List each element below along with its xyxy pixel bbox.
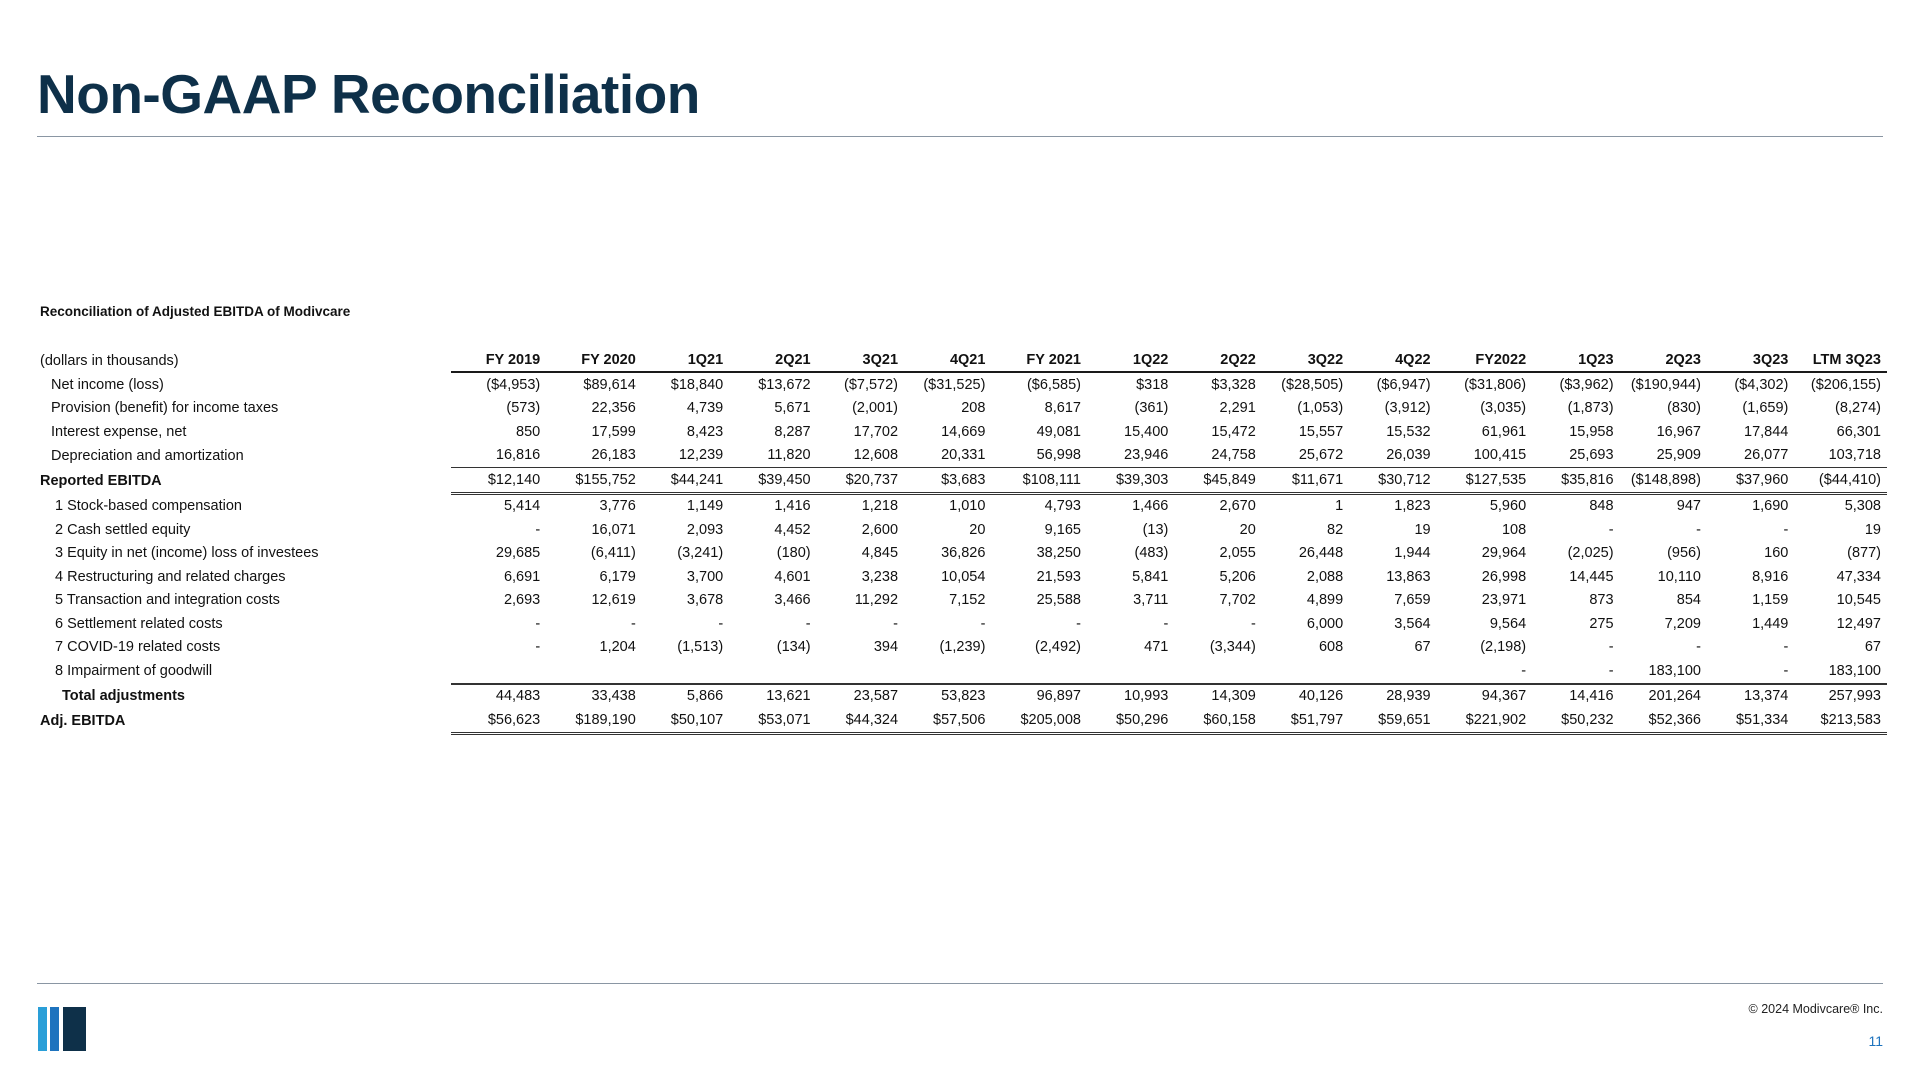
table-cell: 13,621 [729, 684, 816, 709]
table-cell: 4,601 [774, 568, 811, 585]
table-cell: 26,998 [1481, 568, 1527, 585]
table-cell: 7,702 [1219, 592, 1256, 609]
table-cell: ($206,155) [1810, 376, 1881, 393]
table-cell: 29,685 [495, 545, 541, 562]
table-cell: 8,617 [1044, 400, 1081, 417]
table-cell: $51,797 [1262, 708, 1349, 735]
table-cell: 36,826 [941, 545, 986, 562]
table-cell: $189,190 [546, 708, 642, 735]
table-cell: 67 [1864, 639, 1881, 656]
logo-bar [38, 1007, 47, 1051]
table-cell: 1,416 [774, 498, 811, 515]
title-divider [37, 136, 1883, 137]
table-cell: $53,071 [729, 708, 816, 735]
row-label: 2 Cash settled equity [55, 521, 191, 538]
column-header: 1Q21 [642, 349, 729, 373]
table-cell: 8,423 [686, 423, 724, 440]
row-label: Depreciation and amortization [51, 447, 244, 464]
table-cell: 1,204 [599, 639, 636, 656]
table-cell: (6,411) [590, 545, 636, 562]
table-cell: 1,218 [861, 498, 899, 515]
table-cell: 2,088 [1306, 568, 1344, 585]
table-cell: 3,700 [686, 568, 724, 585]
table-cell: 3,564 [1394, 615, 1431, 632]
table-cell: 2,291 [1219, 400, 1256, 417]
table-cell [729, 659, 816, 684]
table-cell [817, 659, 904, 684]
table-cell: 1,944 [1394, 545, 1431, 562]
table-cell: $127,535 [1437, 468, 1533, 495]
table-cell: $205,008 [991, 708, 1087, 735]
table-cell [1349, 659, 1436, 684]
table-row [37, 684, 1887, 709]
table-cell: 26,039 [1349, 444, 1436, 469]
table-cell: 947 [1676, 498, 1701, 515]
table-cell: 183,100 [1620, 659, 1707, 684]
table-cell: $12,140 [451, 468, 547, 495]
column-header: FY 2019 [451, 349, 547, 373]
table-cell: $39,450 [729, 468, 816, 495]
table-cell: - [1250, 615, 1256, 632]
column-header: 2Q23 [1620, 349, 1707, 373]
table-cell: (8,274) [1835, 400, 1881, 417]
table-cell: $213,583 [1794, 708, 1887, 735]
table-cell: 4,899 [1306, 592, 1344, 609]
table-cell: $3,683 [904, 468, 991, 495]
table-cell: 16,071 [591, 521, 636, 538]
table-cell: 9,564 [1489, 615, 1527, 632]
table-cell: $45,849 [1174, 468, 1261, 495]
table-cell: 6,691 [503, 568, 541, 585]
table-cell: 1,149 [686, 498, 724, 515]
table-cell: 471 [1144, 639, 1169, 656]
table-cell: ($6,947) [1376, 376, 1431, 393]
table-cell: 848 [1589, 498, 1614, 515]
table-cell: 66,301 [1836, 423, 1881, 440]
table-cell: - [1696, 521, 1701, 538]
table-cell: 12,608 [817, 444, 904, 469]
table-cell: - [1163, 615, 1169, 632]
table-cell: 14,445 [1569, 568, 1614, 585]
table-cell: ($31,806) [1464, 376, 1527, 393]
table-cell: 2,600 [861, 521, 899, 538]
table-cell: (180) [776, 545, 811, 562]
table-cell: 22,356 [591, 400, 636, 417]
table-cell: (3,035) [1480, 400, 1527, 417]
table-cell: - [1437, 659, 1533, 684]
table-cell: $59,651 [1349, 708, 1436, 735]
table-row [37, 659, 1887, 684]
table-cell: 3,776 [599, 498, 636, 515]
row-label: 4 Restructuring and related charges [55, 568, 286, 585]
table-cell: 13,374 [1707, 684, 1794, 709]
table-cell: 24,758 [1174, 444, 1261, 469]
table-cell: 208 [961, 400, 986, 417]
table-cell: 201,264 [1620, 684, 1707, 709]
table-cell: $13,672 [758, 376, 811, 393]
table-cell: 1,449 [1752, 615, 1789, 632]
column-header: FY 2020 [546, 349, 642, 373]
row-label: 3 Equity in net (income) loss of investees [55, 545, 319, 562]
table-cell: 12,619 [591, 592, 636, 609]
table-row [37, 612, 1887, 636]
table-cell: 25,909 [1620, 444, 1707, 469]
table-cell: (1,053) [1297, 400, 1344, 417]
table-cell: 103,718 [1794, 444, 1887, 469]
table-cell: 5,414 [503, 498, 541, 515]
table-cell [546, 659, 642, 684]
table-row [37, 636, 1887, 660]
table-cell: ($44,410) [1794, 468, 1887, 495]
table-cell: (361) [1134, 400, 1169, 417]
row-label: 6 Settlement related costs [55, 615, 223, 632]
table-cell: 23,971 [1481, 592, 1527, 609]
table-row [37, 518, 1887, 542]
column-header: FY2022 [1437, 349, 1533, 373]
table-cell: - [630, 615, 636, 632]
table-cell: 5,206 [1219, 568, 1256, 585]
modivcare-logo [38, 1007, 86, 1051]
table-cell: 5,866 [642, 684, 729, 709]
table-cell: 8,287 [774, 423, 811, 440]
table-cell: 14,416 [1532, 684, 1619, 709]
table-cell: 96,897 [991, 684, 1087, 709]
table-cell: $51,334 [1707, 708, 1794, 735]
table-cell: 7,152 [949, 592, 986, 609]
table-cell: 25,672 [1262, 444, 1349, 469]
row-label: Adj. EBITDA [40, 713, 126, 730]
table-row [37, 708, 1887, 735]
table-cell: 4,739 [686, 400, 724, 417]
row-label: Provision (benefit) for income taxes [51, 400, 279, 417]
table-cell: ($4,953) [486, 376, 541, 393]
table-cell: 44,483 [451, 684, 547, 709]
table-cell: 14,309 [1174, 684, 1261, 709]
table-cell: $108,111 [991, 468, 1087, 495]
table-cell: ($7,572) [844, 376, 899, 393]
table-cell: $39,303 [1087, 468, 1174, 495]
table-cell: ($190,944) [1630, 376, 1701, 393]
table-cell: ($6,585) [1026, 376, 1081, 393]
table-cell: $44,241 [642, 468, 729, 495]
table-cell: 47,334 [1836, 568, 1881, 585]
table-cell: ($28,505) [1281, 376, 1344, 393]
table-cell: $50,296 [1087, 708, 1174, 735]
table-cell: $89,614 [583, 376, 636, 393]
table-cell: 108 [1501, 521, 1527, 538]
table-cell: 15,958 [1569, 423, 1614, 440]
column-header: LTM 3Q23 [1794, 349, 1887, 373]
table-cell: - [535, 521, 541, 538]
column-header: 2Q21 [729, 349, 816, 373]
table-cell: 15,557 [1298, 423, 1344, 440]
table-cell: $37,960 [1707, 468, 1794, 495]
table-cell: 6,179 [599, 568, 636, 585]
table-cell: 14,669 [941, 423, 986, 440]
table-cell: 1,690 [1752, 498, 1789, 515]
row-label: Total adjustments [62, 687, 185, 704]
table-cell: - [1783, 639, 1789, 656]
table-cell: - [1532, 659, 1619, 684]
table-cell: 2,670 [1219, 498, 1256, 515]
column-header: 3Q22 [1262, 349, 1349, 373]
table-cell: - [1608, 521, 1614, 538]
table-row [37, 397, 1887, 421]
table-cell [991, 659, 1087, 684]
table-row [37, 542, 1887, 566]
table-cell: 25,693 [1532, 444, 1619, 469]
table-cell: 49,081 [1036, 423, 1081, 440]
table-cell: 61,961 [1481, 423, 1527, 440]
table-cell: $20,737 [817, 468, 904, 495]
table-cell: - [1696, 639, 1701, 656]
table-cell: - [980, 615, 986, 632]
table-cell: 26,077 [1707, 444, 1794, 469]
table-row [37, 565, 1887, 589]
table-cell: (13) [1142, 521, 1169, 538]
table-cell: $50,232 [1532, 708, 1619, 735]
table-cell: 1,010 [949, 498, 986, 515]
table-row [37, 589, 1887, 613]
table-cell: $52,366 [1620, 708, 1707, 735]
table-cell: 33,438 [546, 684, 642, 709]
row-label: 7 COVID-19 related costs [55, 639, 221, 656]
table-cell: (1,873) [1567, 400, 1614, 417]
table-cell: 2,093 [686, 521, 724, 538]
table-row [37, 373, 1887, 397]
logo-bar [63, 1007, 86, 1051]
table-cell: 8,916 [1752, 568, 1789, 585]
column-header: 2Q22 [1174, 349, 1261, 373]
column-header: 3Q23 [1707, 349, 1794, 373]
table-cell: 10,054 [941, 568, 986, 585]
column-header: 4Q22 [1349, 349, 1436, 373]
table-cell: 850 [516, 423, 541, 440]
table-cell: 1,823 [1394, 498, 1431, 515]
row-label: Interest expense, net [51, 423, 187, 440]
table-cell: 28,939 [1349, 684, 1436, 709]
table-cell: 29,964 [1481, 545, 1527, 562]
table-cell: 4,845 [861, 545, 899, 562]
table-header-row [37, 349, 1887, 373]
row-label: Net income (loss) [51, 376, 164, 393]
column-header: 3Q21 [817, 349, 904, 373]
table-cell: (2,001) [852, 400, 899, 417]
table-cell: 40,126 [1262, 684, 1349, 709]
table-cell: 5,671 [774, 400, 811, 417]
table-cell [1087, 659, 1174, 684]
table-cell: $18,840 [670, 376, 724, 393]
row-label: Reported EBITDA [40, 473, 162, 490]
table-cell: 1,466 [1132, 498, 1169, 515]
table-cell: 1,159 [1752, 592, 1789, 609]
table-cell: 2,693 [503, 592, 541, 609]
table-cell: - [1783, 521, 1789, 538]
table-cell: (3,344) [1209, 639, 1256, 656]
table-cell: 11,292 [854, 592, 899, 609]
table-cell: 17,844 [1744, 423, 1789, 440]
table-cell: 10,545 [1836, 592, 1881, 609]
table-cell: 17,702 [853, 423, 899, 440]
table-row [37, 495, 1887, 519]
table-cell: 873 [1589, 592, 1614, 609]
table-cell: 1 [1335, 498, 1344, 515]
table-cell [451, 659, 547, 684]
row-label: 5 Transaction and integration costs [55, 592, 280, 609]
slide-title: Non-GAAP Reconciliation [37, 63, 700, 125]
table-cell: (956) [1667, 545, 1701, 562]
table-cell: 7,659 [1394, 592, 1431, 609]
table-cell: - [1608, 639, 1614, 656]
table-cell: 15,532 [1386, 423, 1431, 440]
table-cell: $3,328 [1211, 376, 1256, 393]
table-cell: - [805, 615, 811, 632]
table-cell: - [893, 615, 899, 632]
table-cell: 20,331 [904, 444, 991, 469]
table-cell: 6,000 [1306, 615, 1344, 632]
table-cell: (2,025) [1567, 545, 1614, 562]
table-cell: 26,183 [546, 444, 642, 469]
table-cell: $221,902 [1437, 708, 1533, 735]
column-header: 1Q22 [1087, 349, 1174, 373]
table-cell: 20 [1239, 521, 1256, 538]
table-row [37, 444, 1887, 469]
table-cell: 19 [1864, 521, 1881, 538]
table-cell: (1,513) [677, 639, 724, 656]
table-cell: 67 [1414, 639, 1431, 656]
table-cell: 15,472 [1211, 423, 1256, 440]
table-cell: - [718, 615, 724, 632]
table-cell [1262, 659, 1349, 684]
table-row [37, 420, 1887, 444]
table-cell: (134) [776, 639, 811, 656]
table-cell: 10,993 [1087, 684, 1174, 709]
table-cell: 9,165 [1044, 521, 1081, 538]
table-cell: 3,466 [774, 592, 811, 609]
table-cell: (2,492) [1035, 639, 1081, 656]
table-cell: - [535, 615, 541, 632]
table-cell: $11,671 [1262, 468, 1349, 495]
table-cell: (1,239) [939, 639, 986, 656]
table-cell: ($4,302) [1734, 376, 1789, 393]
table-cell: - [535, 639, 541, 656]
table-cell: $44,324 [817, 708, 904, 735]
table-cell: (830) [1667, 400, 1701, 417]
column-header: 4Q21 [904, 349, 991, 373]
table-cell: (3,912) [1384, 400, 1431, 417]
table-cell: 26,448 [1298, 545, 1344, 562]
logo-bar [50, 1007, 59, 1051]
table-cell: (3,241) [677, 545, 724, 562]
table-cell: 275 [1589, 615, 1614, 632]
table-cell: - [1076, 615, 1081, 632]
table-cell: 19 [1414, 521, 1431, 538]
table-cell: (483) [1134, 545, 1169, 562]
table-cell [904, 659, 991, 684]
table-cell: ($31,525) [923, 376, 986, 393]
table-cell: 608 [1318, 639, 1344, 656]
table-cell: 12,239 [642, 444, 729, 469]
units-label: (dollars in thousands) [40, 353, 179, 369]
table-cell: $50,107 [642, 708, 729, 735]
copyright-notice: © 2024 Modivcare® Inc. [1748, 1002, 1883, 1016]
table-cell: $318 [1136, 376, 1169, 393]
table-cell: ($148,898) [1620, 468, 1707, 495]
table-cell [1174, 659, 1261, 684]
table-cell: 5,308 [1844, 498, 1881, 515]
table-cell: 23,587 [817, 684, 904, 709]
table-cell: (573) [506, 400, 541, 417]
table-cell: (1,659) [1742, 400, 1789, 417]
table-cell: $30,712 [1349, 468, 1436, 495]
row-label: 8 Impairment of goodwill [55, 663, 213, 680]
table-cell: 23,946 [1087, 444, 1174, 469]
table-cell: - [1707, 659, 1794, 684]
table-cell: 7,209 [1664, 615, 1701, 632]
table-cell: 100,415 [1437, 444, 1533, 469]
table-cell: 394 [873, 639, 899, 656]
table-cell: $35,816 [1532, 468, 1619, 495]
column-header: 1Q23 [1532, 349, 1619, 373]
table-cell [642, 659, 729, 684]
table-cell: 854 [1676, 592, 1701, 609]
table-cell: 4,452 [774, 521, 811, 538]
reconciliation-table [37, 349, 1887, 735]
table-cell: 15,400 [1124, 423, 1169, 440]
table-cell: (2,198) [1480, 639, 1527, 656]
table-cell: 56,998 [991, 444, 1087, 469]
table-cell: 2,055 [1219, 545, 1256, 562]
table-cell: 53,823 [904, 684, 991, 709]
table-cell: 5,841 [1132, 568, 1169, 585]
table-cell: 13,863 [1386, 568, 1431, 585]
table-cell: 183,100 [1794, 659, 1887, 684]
table-cell: 20 [969, 521, 986, 538]
table-cell: 4,793 [1044, 498, 1081, 515]
table-cell: 17,599 [591, 423, 636, 440]
table-cell: 160 [1764, 545, 1789, 562]
table-cell: 94,367 [1437, 684, 1533, 709]
table-cell: 25,588 [1036, 592, 1081, 609]
page-number: 11 [1868, 1033, 1883, 1049]
table-cell: 3,238 [861, 568, 899, 585]
table-cell: 3,711 [1133, 592, 1169, 609]
table-cell: 12,497 [1836, 615, 1881, 632]
table-cell: 257,993 [1794, 684, 1887, 709]
table-cell: $155,752 [546, 468, 642, 495]
column-header: FY 2021 [991, 349, 1087, 373]
table-cell: $60,158 [1174, 708, 1261, 735]
table-cell: 3,678 [686, 592, 724, 609]
table-cell: 10,110 [1657, 568, 1701, 585]
row-label: 1 Stock-based compensation [55, 498, 242, 515]
table-cell: ($3,962) [1559, 376, 1614, 393]
table-cell: (877) [1847, 545, 1881, 562]
table-cell: 5,960 [1489, 498, 1527, 515]
table-cell: 82 [1327, 521, 1344, 538]
table-cell: $57,506 [904, 708, 991, 735]
table-cell: 11,820 [729, 444, 816, 469]
table-caption: Reconciliation of Adjusted EBITDA of Modivcare [40, 304, 351, 319]
table-cell: 38,250 [1036, 545, 1081, 562]
table-cell: 16,967 [1656, 423, 1701, 440]
footer-divider [37, 983, 1883, 984]
table-cell: $56,623 [451, 708, 547, 735]
table-cell: 21,593 [1036, 568, 1081, 585]
table-cell: 16,816 [451, 444, 547, 469]
table-row [37, 468, 1887, 495]
